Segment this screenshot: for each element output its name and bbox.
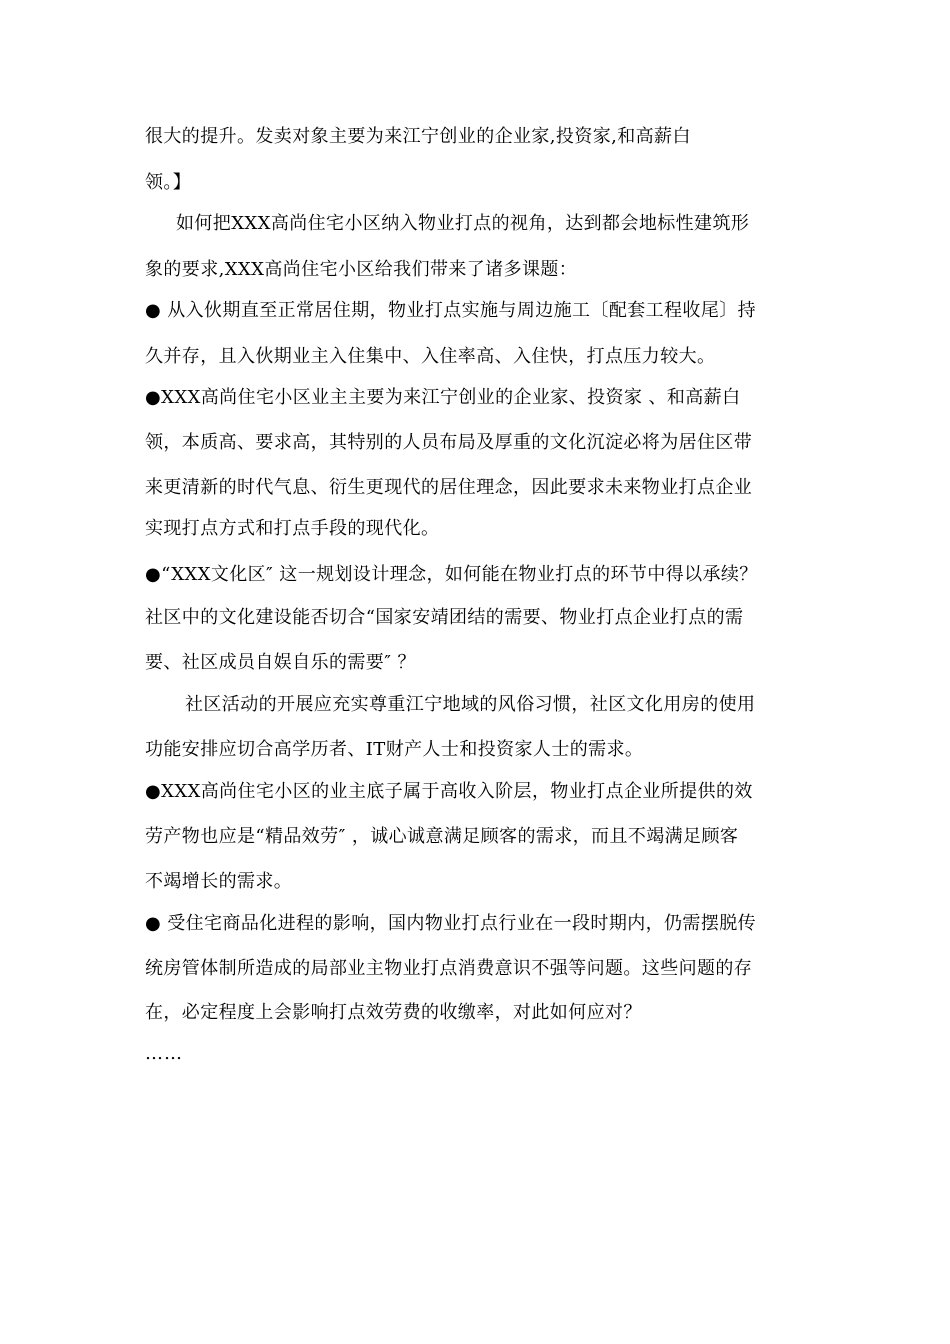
text-line: 久并存，且入伙期业主入住集中、入住率高、入住快，打点压力较大。 <box>145 346 716 367</box>
text-line: 在，必定程度上会影响打点效劳费的收缴率，对此如何应对？ <box>145 1002 642 1023</box>
text-line: 很大的提升。发卖对象主要为来江宁创业的企业家,投资家,和高薪白 <box>145 126 691 147</box>
text-line: 劳产物也应是“精品效劳″ ，诚心诚意满足顾客的需求，而且不竭满足顾客 <box>145 826 739 847</box>
text-line: 象的要求,XXX高尚住宅小区给我们带来了诸多课题： <box>145 259 578 280</box>
ellipsis: …… <box>145 1043 183 1064</box>
text-line: 统房管体制所造成的局部业主物业打点消费意识不强等问题。这些问题的存 <box>145 958 753 979</box>
text-line: 实现打点方式和打点手段的现代化。 <box>145 518 440 539</box>
paragraph-first-line: 如何把XXX高尚住宅小区纳入物业打点的视角，达到都会地标性建筑形 <box>176 213 750 234</box>
bullet-item-line: ●“XXX文化区″ 这一规划设计理念，如何能在物业打点的环节中得以承续？ <box>145 564 758 585</box>
text-line: 来更清新的时代气息、衍生更现代的居住理念，因此要求未来物业打点企业 <box>145 477 753 498</box>
bullet-item-line: ●XXX高尚住宅小区业主主要为来江宁创业的企业家、投资家 、和高薪白 <box>145 387 741 408</box>
bullet-item-line: ●XXX高尚住宅小区的业主底子属于高收入阶层，物业打点企业所提供的效 <box>145 781 753 802</box>
bullet-item-line: ● 受住宅商品化进程的影响，国内物业打点行业在一段时期内，仍需摆脱传 <box>145 913 757 934</box>
paragraph-first-line: 社区活动的开展应充实尊重江宁地域的风俗习惯，社区文化用房的使用 <box>185 694 756 715</box>
text-line: 领。】 <box>145 172 192 193</box>
text-line: 要、社区成员自娱自乐的需要″ ？ <box>145 652 416 673</box>
text-line: 功能安排应切合高学历者、IT财产人士和投资家人士的需求。 <box>145 739 644 760</box>
text-line: 社区中的文化建设能否切合“国家安靖团结的需要、物业打点企业打点的需 <box>145 607 744 628</box>
text-line: 不竭增长的需求。 <box>145 871 293 892</box>
text-line: 领，本质高、要求高，其特别的人员布局及厚重的文化沉淀必将为居住区带 <box>145 432 753 453</box>
bullet-item-line: ● 从入伙期直至正常居住期，物业打点实施与周边施工〔配套工程收尾〕持 <box>145 300 757 321</box>
